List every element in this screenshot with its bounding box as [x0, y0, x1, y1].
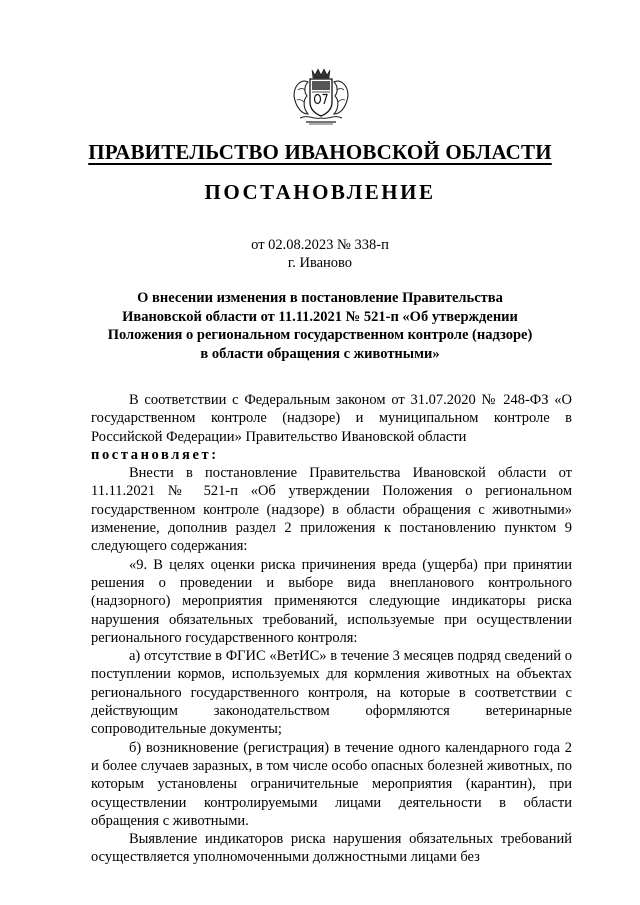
date-number: от 02.08.2023 № 338-п	[251, 237, 389, 253]
title-line: О внесении изменения в постановление Правительства	[137, 290, 503, 306]
title-line: Положения о региональном государственном контроле (надзоре)	[107, 327, 533, 343]
paragraph-subitem-b: б) возникновение (регистрация) в течение одного календарного года 2 и более случаев заразных, в том числе особо опасных болезней животных, по которым установлены ограничительные мероприятия (карантин), при осуществлении контролируемыми лицами деятельности в области обращения с животными.	[91, 739, 572, 829]
city: г. Иваново	[287, 255, 353, 271]
coat-of-arms-emblem	[290, 66, 352, 128]
document-type: ПОСТАНОВЛЕНИЕ	[204, 180, 436, 204]
document-body	[91, 391, 572, 867]
date-location-block	[0, 236, 640, 272]
organization-name: ПРАВИТЕЛЬСТВО ИВАНОВСКОЙ ОБЛАСТИ	[88, 140, 552, 164]
paragraph-indicators: Выявление индикаторов риска нарушения обязательных требований осуществляется уполномоченными должностными лицами без	[91, 831, 572, 866]
decree-word: постановляет:	[91, 446, 219, 463]
paragraph-preamble	[91, 391, 572, 446]
title-line: Ивановской области от 11.11.2021 № 521-п «Об утверждении	[122, 308, 518, 325]
paragraph-item-9: «9. В целях оценки риска причинения вреда (ущерба) при принятии решения о проведении и выборе вида внепланового контрольного (надзорного) мероприятия применяются следующие индикаторы риска нарушения обязательных требований, используемые при осуществлении регионального государственного контроля:	[91, 556, 572, 646]
paragraph-decree	[91, 446, 572, 464]
title-line: в области обращения с животными»	[200, 345, 440, 362]
preamble-text: В соответствии с Федеральным законом от 31.07.2020 № 248-ФЗ «О государственном контроле (надзоре) и муниципальном контроле в Российской Федерации» Правительство Ивановской области	[91, 392, 572, 445]
paragraph-amendment: Внести в постановление Правительства Ивановской области от 11.11.2021 № 521-п «Об утверждении Положения о региональном государственном контроле (надзоре) в области обращения с животными» изменение, дополнив раздел 2 приложения к постановлению пунктом 9 следующего содержания:	[91, 465, 572, 555]
document-title	[100, 289, 540, 363]
paragraph-subitem-a: а) отсутствие в ФГИС «ВетИС» в течение 3 месяцев подряд сведений о поступлении кормов, используемых для кормления животных на объектах регионального государственного контроля, на которые в соответствии с действующим законодательством оформляются ветеринарные сопроводительные документы;	[91, 648, 572, 738]
